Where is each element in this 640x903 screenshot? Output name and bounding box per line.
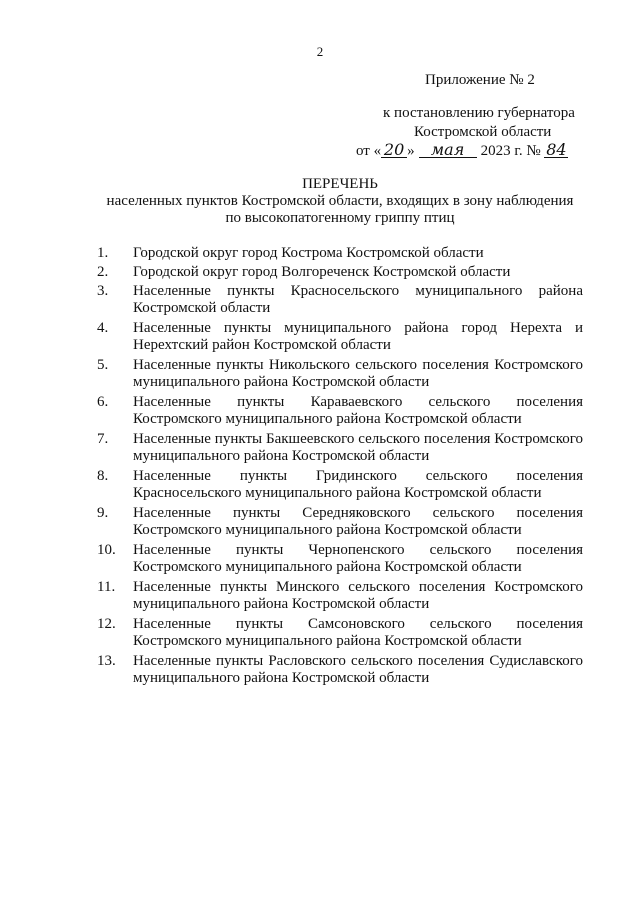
list-item-number: 2.	[97, 264, 109, 280]
handwritten-day: 20	[381, 142, 407, 158]
list-item-number: 7.	[97, 431, 109, 447]
list-item	[97, 394, 583, 428]
list-item-number: 1.	[97, 245, 109, 261]
resolution-line-2: Костромской области	[414, 124, 552, 140]
list-item-number: 3.	[97, 283, 109, 299]
list-item	[97, 653, 583, 687]
list-item-text: Населенные пункты Чернопенского сельского поселения Костромского муниципального района Костромской области	[133, 542, 583, 575]
list-item-text: Населенные пункты Самсоновского сельского поселения Костромского муниципального района Костромской области	[133, 616, 583, 649]
list-item-text: Населенные пункты муниципального района город Нерехта и Нерехтский район Костромской области	[133, 320, 583, 353]
date-mid: »	[407, 143, 415, 159]
list-item-text: Населенные пункты Караваевского сельского поселения Костромского муниципального района Костромской области	[133, 394, 583, 427]
list-item-number: 11.	[97, 579, 116, 595]
appendix-label: Приложение № 2	[425, 72, 535, 88]
date-year: 2023 г. №	[480, 143, 541, 159]
list-item-number: 13.	[97, 653, 116, 669]
resolution-date-line	[356, 142, 568, 160]
list-item	[97, 245, 583, 262]
handwritten-month: мая	[419, 142, 477, 158]
date-prefix: от «	[356, 143, 382, 159]
list-item	[97, 579, 583, 613]
list-item	[97, 505, 583, 539]
document-title-block	[90, 176, 590, 227]
document-subtitle-line-2: по высокопатогенному гриппу птиц	[225, 210, 455, 226]
list-item-number: 4.	[97, 320, 109, 336]
list-item	[97, 320, 583, 354]
list-item-text: Населенные пункты Красносельского муниципального района Костромской области	[133, 283, 583, 316]
list-item-number: 12.	[97, 616, 116, 632]
list-item-text: Населенные пункты Бакшеевского сельского поселения Костромского муниципального района Костромской области	[133, 431, 583, 464]
list-item-number: 6.	[97, 394, 109, 410]
list-item-text: Населенные пункты Минского сельского поселения Костромского муниципального района Костромской области	[133, 579, 583, 612]
list-item-text: Населенные пункты Расловского сельского поселения Судиславского муниципального района Костромской области	[133, 653, 583, 686]
list-item	[97, 542, 583, 576]
list-item	[97, 283, 583, 317]
list-item	[97, 264, 583, 281]
settlements-list	[97, 245, 583, 690]
handwritten-number: 84	[546, 140, 567, 159]
resolution-line-1: к постановлению губернатора	[383, 105, 575, 121]
list-item	[97, 616, 583, 650]
document-subtitle-line-1: населенных пунктов Костромской области, входящих в зону наблюдения	[106, 193, 574, 209]
document-heading: ПЕРЕЧЕНЬ	[302, 176, 378, 192]
list-item-text: Населенные пункты Середняковского сельского поселения Костромского муниципального района Костромской области	[133, 505, 583, 538]
list-item-number: 9.	[97, 505, 109, 521]
page-number: 2	[316, 44, 324, 59]
list-item-number: 10.	[97, 542, 116, 558]
list-item-text: Населенные пункты Никольского сельского поселения Костромского муниципального района Костромской области	[133, 357, 583, 390]
list-item-text: Населенные пункты Гридинского сельского поселения Красносельского муниципального района Костромской области	[133, 468, 583, 501]
list-item	[97, 431, 583, 465]
list-item-text: Городской округ город Кострома Костромской области	[133, 245, 484, 261]
list-item	[97, 357, 583, 391]
list-item-number: 5.	[97, 357, 109, 373]
list-item-text: Городской округ город Волгореченск Костромской области	[133, 264, 511, 280]
list-item-number: 8.	[97, 468, 109, 484]
list-item	[97, 468, 583, 502]
